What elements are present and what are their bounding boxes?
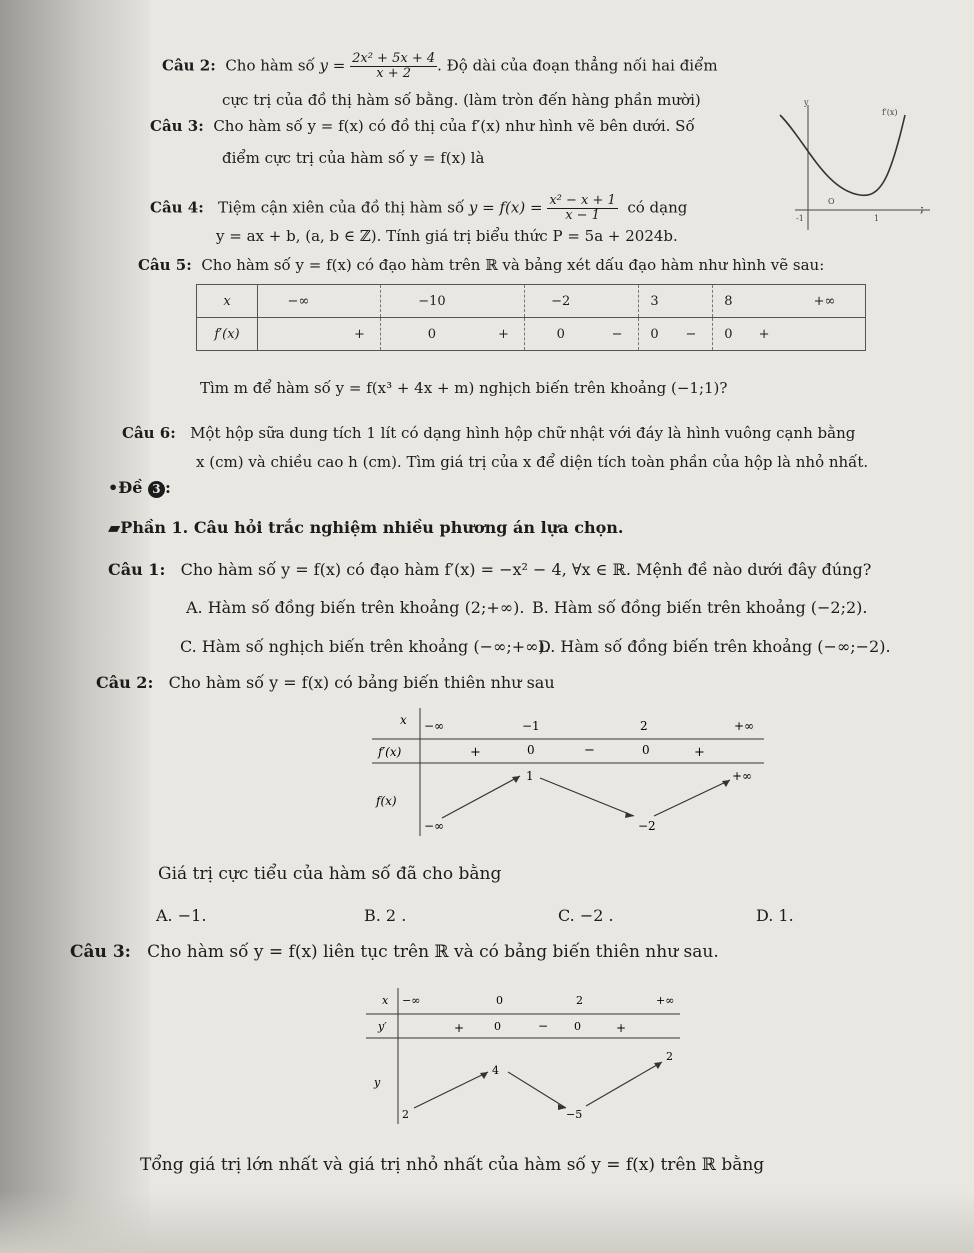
vt1-derivative-zero: 0	[527, 743, 535, 757]
variation-table-1	[372, 708, 772, 838]
derivative-graph	[770, 100, 940, 235]
vt2-function-label: y	[374, 1076, 381, 1089]
vt2-derivative-sign: +	[454, 1021, 465, 1035]
sign-table-cell	[258, 318, 339, 351]
vt2-x-value: 0	[496, 994, 503, 1007]
vt1-x-value: 2	[640, 719, 648, 733]
fraction-denominator: x + 2	[376, 66, 411, 81]
mcq-1-option-c: C. Hàm số nghịch biến trên khoảng (−∞;+∞).	[180, 637, 550, 656]
vt1-arrow-up	[442, 776, 520, 818]
vt2-x-value: 2	[576, 994, 583, 1007]
graph-semicolon: ;	[920, 201, 925, 215]
vt2-function-value: 2	[402, 1108, 409, 1121]
function-fraction	[350, 52, 437, 81]
mcq-2-stem	[96, 673, 555, 693]
sign-table-cell: 0	[712, 318, 744, 351]
vt1-derivative-zero: 0	[642, 743, 650, 757]
vt1-function-value: −2	[638, 819, 656, 833]
vt1-derivative-sign: +	[694, 745, 705, 760]
vt2-derivative-zero: 0	[574, 1020, 581, 1033]
sign-table-cell: 0	[525, 318, 597, 351]
mcq-2-option-c: C. −2 .	[558, 906, 614, 925]
exam-label	[108, 478, 171, 498]
vt2-derivative-zero: 0	[494, 1020, 501, 1033]
function-lhs: y = f(x) =	[468, 198, 543, 217]
fraction-numerator: 2x² + 5x + 4	[352, 51, 436, 66]
vt2-arrow-up	[586, 1062, 662, 1106]
vt2-x-value: +∞	[656, 994, 675, 1007]
graph-origin: O	[828, 197, 835, 206]
sign-table-cell	[483, 285, 525, 318]
vt2-x-label: x	[382, 994, 389, 1007]
sign-table-cell: −∞	[258, 285, 339, 318]
vt1-arrow-up	[654, 780, 730, 816]
sign-table-x-label: x	[197, 285, 258, 318]
vt1-function-label: f(x)	[376, 794, 397, 808]
question-text: Một hộp sữa dung tích 1 lít có dạng hình hộp chữ nhật với đáy là hình vuông cạnh bằng	[190, 424, 856, 442]
graph-y-label: y	[804, 98, 809, 107]
question-6-line-2: x (cm) và chiều cao h (cm). Tìm giá trị của x để diện tích toàn phần của hộp là nhỏ nhất.	[196, 453, 869, 471]
exam-label-colon: :	[164, 478, 171, 497]
sign-table-derivative-label: f′(x)	[197, 318, 258, 351]
question-text: Cho hàm số y = f(x) có đạo hàm trên ℝ và bảng xét dấu đạo hàm như hình vẽ sau:	[201, 256, 825, 274]
mcq-1-option-b: B. Hàm số đồng biến trên khoảng (−2;2).	[532, 598, 868, 617]
question-3-line-2: điểm cực trị của hàm số y = f(x) là	[222, 149, 485, 167]
question-number: Câu 4:	[150, 198, 204, 217]
mcq-2-option-d: D. 1.	[756, 906, 794, 925]
question-text: Cho hàm số	[225, 56, 315, 75]
graph-tick-neg1: -1	[796, 214, 804, 223]
vt2-derivative-sign: −	[538, 1019, 549, 1033]
question-text: Cho hàm số y = f(x) có đạo hàm f′(x) = −x² − 4, ∀x ∈ ℝ. Mệnh đề nào dưới đây đúng?	[180, 560, 872, 579]
question-3-line-1	[150, 116, 695, 136]
vt2-function-value: 4	[492, 1064, 499, 1077]
question-6-line-1	[122, 423, 855, 443]
sign-table-cell: +	[339, 318, 381, 351]
sign-table-cell	[670, 285, 712, 318]
sign-table-cell: 0	[381, 318, 483, 351]
fraction-denominator: x − 1	[565, 208, 600, 223]
sign-table-cell	[744, 285, 784, 318]
mcq-1-option-d: D. Hàm số đồng biến trên khoảng (−∞;−2).	[538, 637, 891, 656]
sign-table-cell: 8	[712, 285, 744, 318]
sign-table-row-derivative	[197, 318, 866, 351]
exam-label-text: •Đề	[108, 478, 143, 497]
function-lhs: y =	[319, 56, 346, 75]
question-4-line-2: y = ax + b, (a, b ∈ ℤ). Tính giá trị biểu thức P = 5a + 2024b.	[216, 227, 678, 245]
mcq-2-ask: Giá trị cực tiểu của hàm số đã cho bằng	[158, 864, 502, 884]
mcq-2-option-a: A. −1.	[156, 906, 207, 925]
question-number: Câu 6:	[122, 424, 176, 442]
vt1-x-value: −1	[522, 719, 540, 733]
sign-table-cell	[596, 285, 638, 318]
question-number: Câu 5:	[138, 256, 192, 274]
vt1-function-value: −∞	[424, 819, 445, 833]
vt2-derivative-sign: +	[616, 1021, 627, 1035]
vt1-x-value: −∞	[424, 719, 445, 733]
vt2-arrow-down	[508, 1072, 566, 1108]
vt2-derivative-label: y′	[378, 1020, 387, 1033]
sign-table-cell: 0	[638, 318, 670, 351]
question-number: Câu 2:	[96, 673, 154, 692]
question-number: Câu 2:	[162, 56, 216, 75]
sign-table-cell: 3	[638, 285, 670, 318]
vt1-derivative-label: f′(x)	[378, 745, 402, 759]
sign-table-cell: −10	[381, 285, 483, 318]
question-number: Câu 1:	[108, 560, 166, 579]
sign-table	[196, 284, 866, 351]
question-5-line-1	[138, 255, 824, 275]
question-text-cont: có dạng	[627, 198, 688, 217]
graph-tick-1: 1	[874, 214, 880, 223]
vt1-x-label: x	[400, 713, 407, 727]
mcq-2-option-b: B. 2 .	[364, 906, 407, 925]
question-text-cont: . Độ dài của đoạn thẳng nối hai điểm	[437, 56, 718, 75]
vt1-x-value: +∞	[734, 719, 755, 733]
mcq-1-stem	[108, 560, 871, 580]
sign-table-cell: −2	[525, 285, 597, 318]
question-number: Câu 3:	[150, 117, 204, 135]
vt2-x-value: −∞	[402, 994, 421, 1007]
question-text: Cho hàm số y = f(x) có bảng biến thiên như sau	[168, 673, 555, 692]
exam-number-badge: 3	[148, 481, 165, 498]
mcq-1-option-a: A. Hàm số đồng biến trên khoảng (2;+∞).	[186, 598, 525, 617]
question-text: Cho hàm số y = f(x) có đồ thị của f′(x) như hình vẽ bên dưới. Số	[213, 117, 695, 135]
question-4-line-1	[150, 194, 687, 223]
vt2-function-value: −5	[566, 1108, 583, 1121]
sign-table-cell: +	[744, 318, 784, 351]
sign-table-cell: +∞	[784, 285, 865, 318]
vt2-arrow-up	[414, 1072, 488, 1108]
background-bottom-shadow	[0, 1190, 974, 1253]
sign-table-cell: −	[596, 318, 638, 351]
fraction-numerator: x² − x + 1	[549, 193, 616, 208]
question-2-line-2: cực trị của đồ thị hàm số bằng. (làm tròn đến hàng phần mười)	[222, 91, 701, 109]
sign-table-row-x	[197, 285, 866, 318]
question-5-ask: Tìm m để hàm số y = f(x³ + 4x + m) nghịch biến trên khoảng (−1;1)?	[200, 379, 728, 397]
question-text: Cho hàm số y = f(x) liên tục trên ℝ và có bảng biến thiên như sau.	[147, 942, 719, 962]
vt1-derivative-sign: +	[470, 745, 481, 760]
graph-curve-label: f′(x)	[882, 108, 898, 117]
sign-table-cell: −	[670, 318, 712, 351]
vt1-function-value: +∞	[732, 769, 753, 783]
mcq-3-stem	[70, 942, 719, 962]
sign-table-cell	[784, 318, 865, 351]
question-number: Câu 3:	[70, 942, 131, 962]
mcq-3-ask: Tổng giá trị lớn nhất và giá trị nhỏ nhất của hàm số y = f(x) trên ℝ bằng	[140, 1155, 765, 1175]
vt1-arrow-down	[540, 778, 634, 816]
vt2-function-value: 2	[666, 1050, 673, 1063]
vt1-derivative-sign: −	[584, 743, 595, 758]
part-1-heading: ▰Phần 1. Câu hỏi trắc nghiệm nhiều phương án lựa chọn.	[108, 518, 624, 537]
question-2-line-1	[162, 52, 718, 81]
function-fraction	[547, 194, 617, 223]
question-text: Tiệm cận xiên của đồ thị hàm số	[218, 198, 465, 217]
sign-table-cell: +	[483, 318, 525, 351]
derivative-curve	[780, 115, 905, 195]
sign-table-cell	[339, 285, 381, 318]
vt1-function-value: 1	[526, 769, 534, 783]
variation-table-2	[366, 988, 686, 1128]
